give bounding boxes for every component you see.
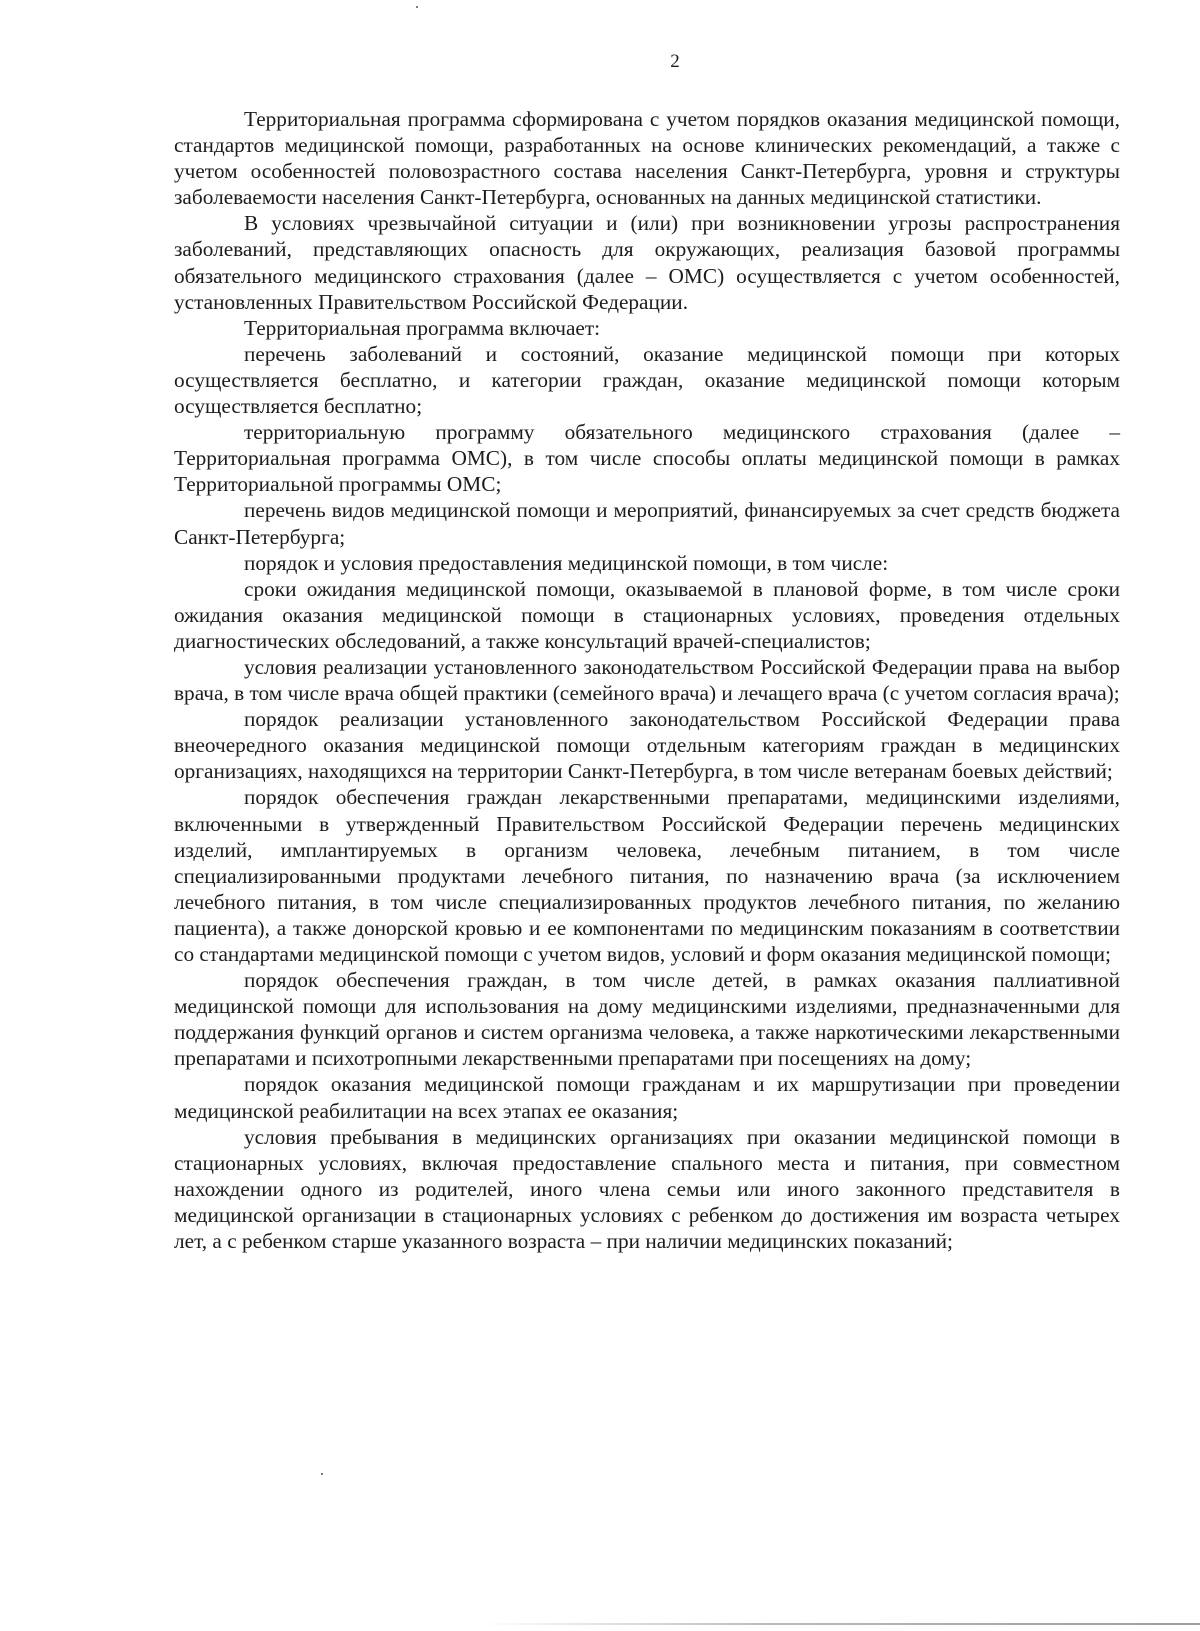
paragraph: Территориальная программа сформирована с учетом порядков оказания медицинской помощи, стандартов медицинской помощи, разработанных на основе клинических рекомендаций, а также с учетом особенностей половозрастного состава населения Санкт-Петербурга, уровня и структуры заболеваемости населения Санкт-Петербурга, основанных на данных медицинской статистики.	[174, 107, 1120, 210]
paragraph: порядок обеспечения граждан, в том числе детей, в рамках оказания паллиативной медицинской помощи для использования на дому медицинскими изделиями, предназначенными для поддержания функций органов и систем организма человека, а также наркотическими лекарственными препаратами и психотропными лекарственными препаратами при посещениях на дому;	[174, 968, 1120, 1071]
paragraph: условия пребывания в медицинских организациях при оказании медицинской помощи в стационарных условиях, включая предоставление спального места и питания, при совместном нахождении одного из родителей, иного члена семьи или иного законного представителя в медицинской организации в стационарных условиях с ребенком до достижения им возраста четырех лет, а с ребенком старше указанного возраста – при наличии медицинских показаний;	[174, 1124, 1120, 1254]
paragraph: Территориальная программа включает:	[244, 315, 601, 340]
paragraph: сроки ожидания медицинской помощи, оказываемой в плановой форме, в том числе сроки ожидания оказания медицинской помощи в стационарных условиях, проведения отдельных диагностических обследований, а также консультаций врачей-специалистов;	[174, 576, 1120, 653]
paragraph: порядок обеспечения граждан лекарственными препаратами, медицинскими изделиями, включенными в утвержденный Правительством Российской Федерации перечень медицинских изделий, имплантируемых в организм человека, лечебным питанием, в том числе специализированными продуктами лечебного питания, по назначению врача (за исключением лечебного питания, в том числе специализированных продуктов лечебного питания, по желанию пациента), а также донорской кровью и ее компонентами по медицинским показаниям в соответствии со стандартами медицинской помощи с учетом видов, условий и форм оказания медицинской помощи;	[174, 785, 1120, 966]
paragraph: порядок оказания медицинской помощи гражданам и их маршрутизации при проведении медицинской реабилитации на всех этапах ее оказания;	[174, 1072, 1120, 1123]
paragraph: порядок реализации установленного законодательством Российской Федерации права внеочередного оказания медицинской помощи отдельным категориям граждан в медицинских организациях, находящихся на территории Санкт-Петербурга, в том числе ветеранам боевых действий;	[174, 707, 1120, 784]
paragraph: условия реализации установленного законодательством Российской Федерации права на выбор врача, в том числе врача общей практики (семейного врача) и лечащего врача (с учетом согласия врача);	[174, 654, 1120, 706]
paragraph: В условиях чрезвычайной ситуации и (или) при возникновении угрозы распространения заболеваний, представляющих опасность для окружающих, реализация базовой программы обязательного медицинского страхования (далее – ОМС) осуществляется с учетом особенностей, установленных Правительством Российской Федерации.	[174, 211, 1120, 314]
page-number: 2	[670, 51, 680, 72]
paragraph: перечень видов медицинской помощи и мероприятий, финансируемых за счет средств бюджета Санкт-Петербурга;	[174, 498, 1120, 549]
paragraph: территориальную программу обязательного медицинского страхования (далее – Территориальная программа ОМС), в том числе способы оплаты медицинской помощи в рамках Территориальной программы ОМС;	[174, 420, 1120, 497]
document-body	[174, 106, 1120, 1254]
scan-speck	[416, 6, 418, 8]
scan-bottom-edge	[480, 1623, 1200, 1625]
scan-speck	[321, 1473, 323, 1475]
paragraph: перечень заболеваний и состояний, оказание медицинской помощи при которых осуществляется бесплатно, и категории граждан, оказание медицинской помощи которым осуществляется бесплатно;	[174, 341, 1120, 419]
paragraph: порядок и условия предоставления медицинской помощи, в том числе:	[244, 550, 889, 575]
